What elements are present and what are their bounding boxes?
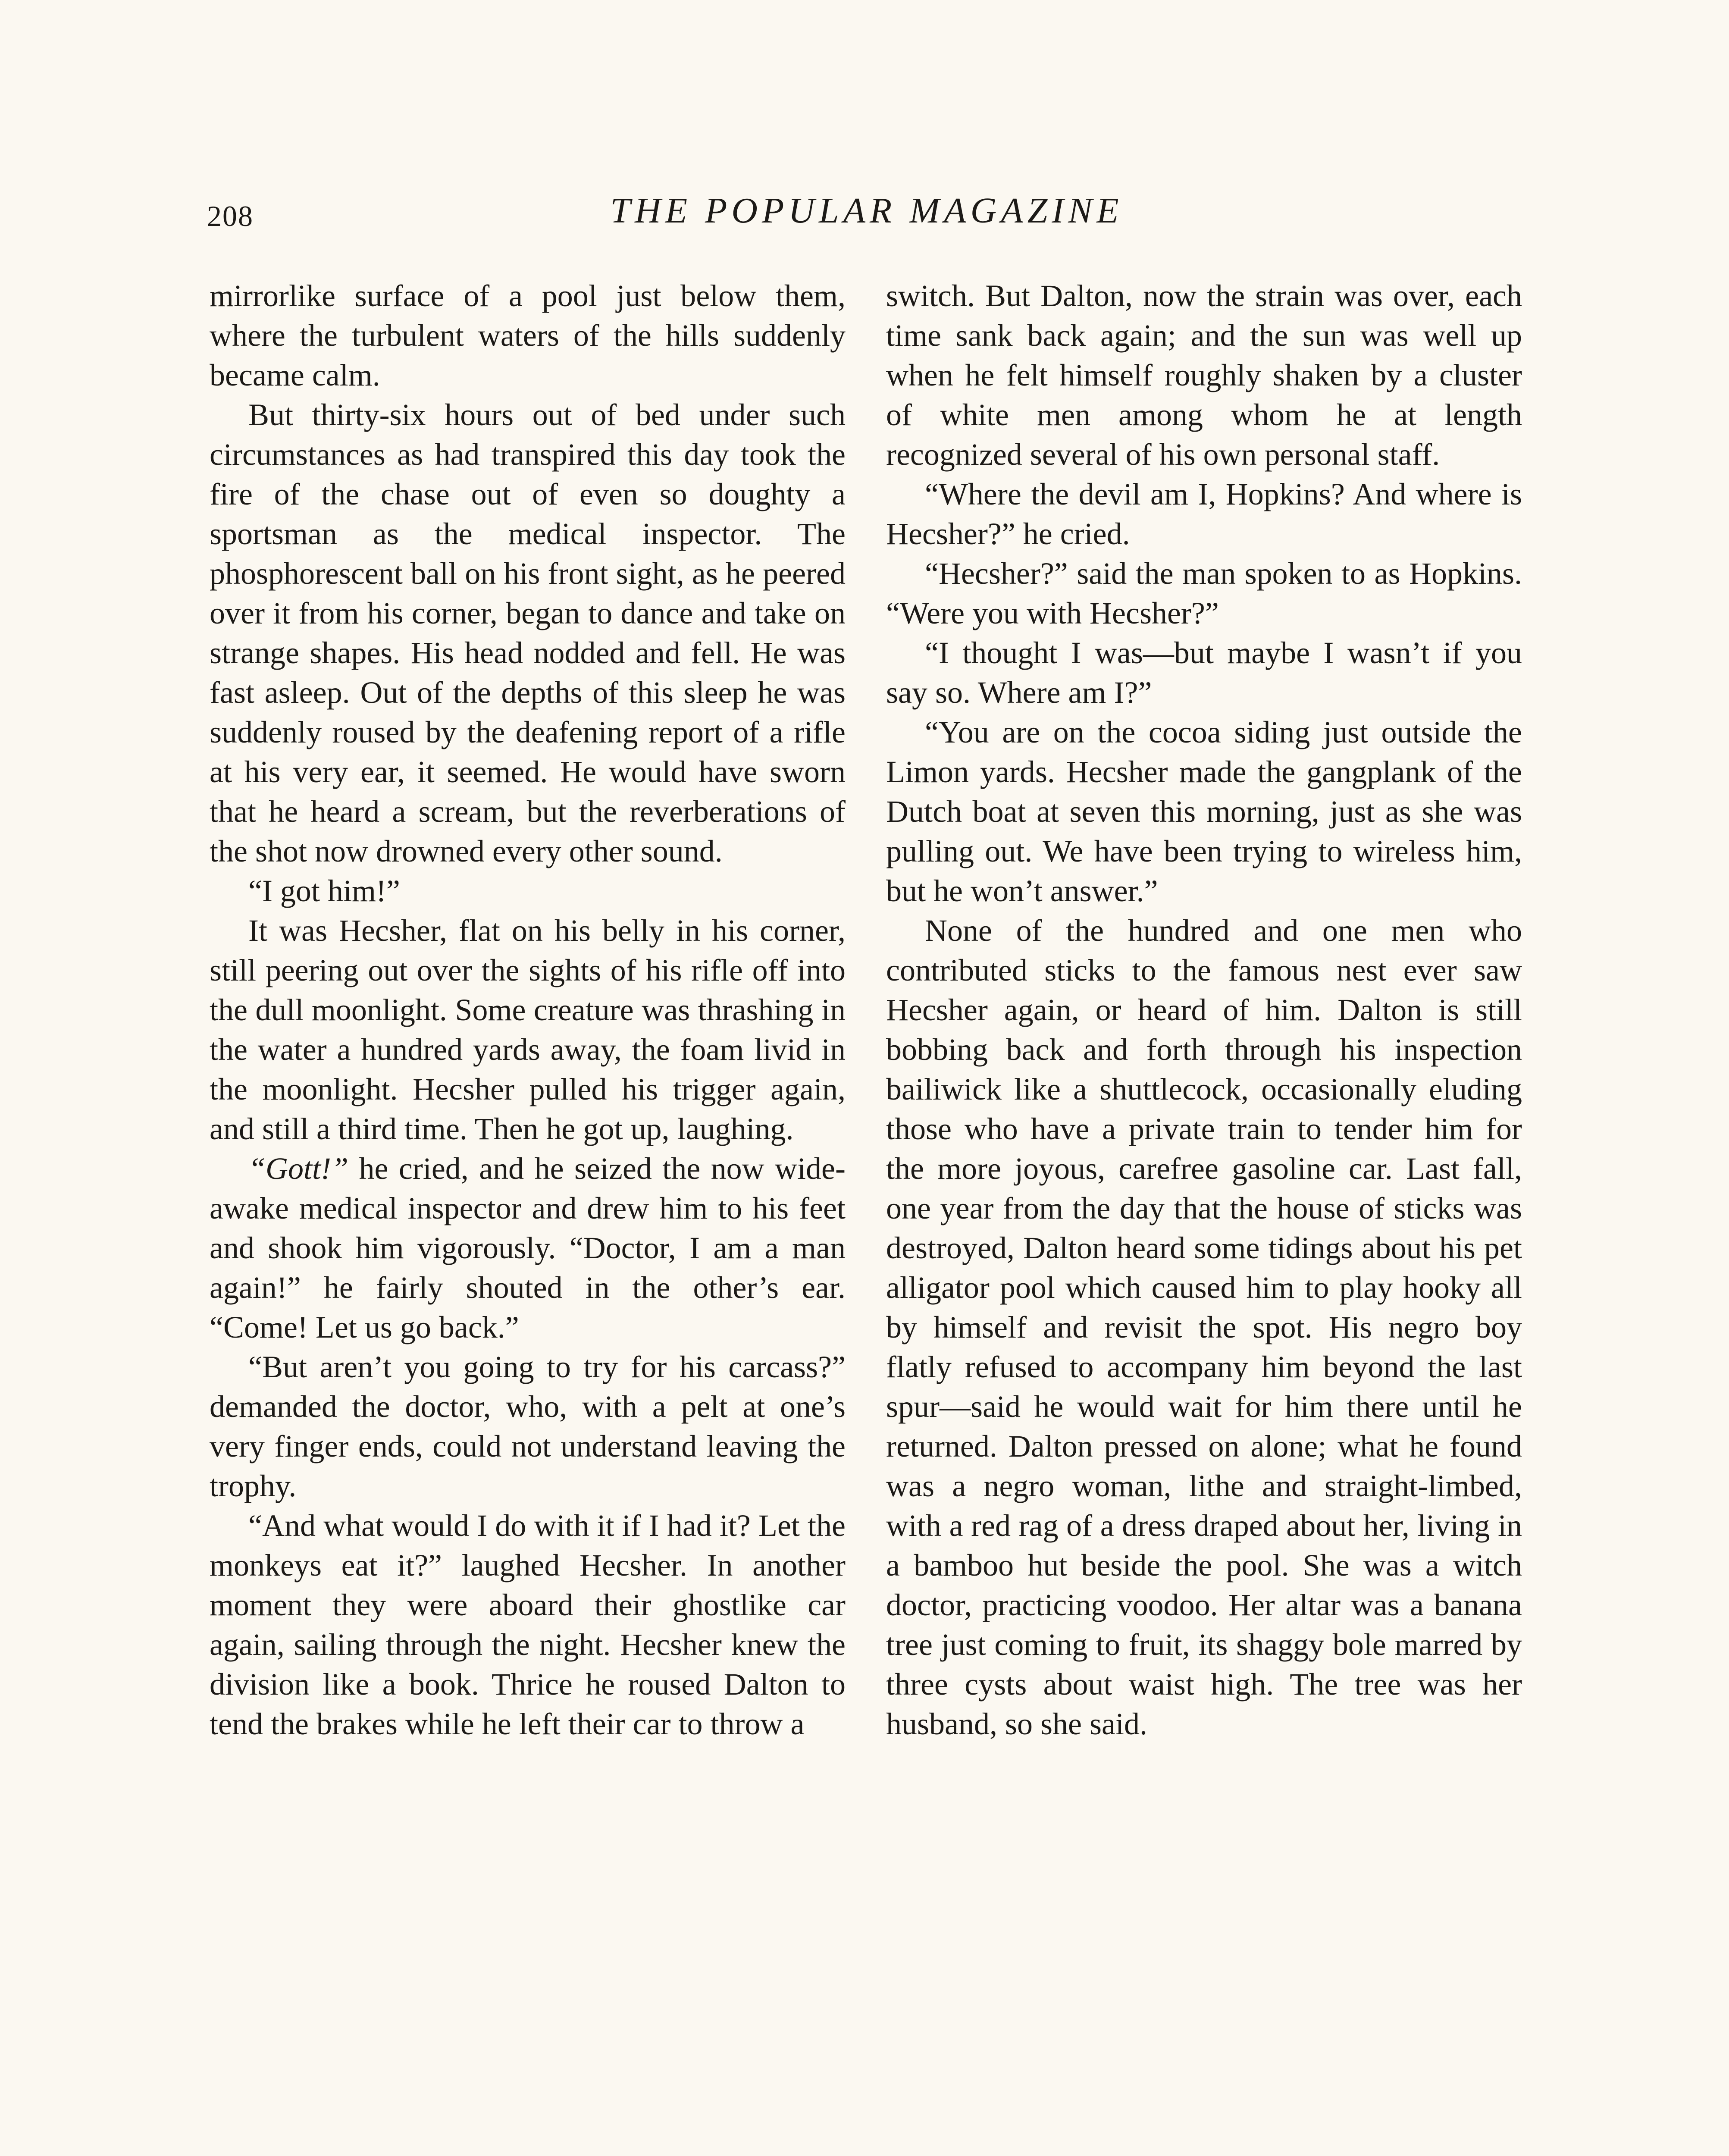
text-column-left <box>210 276 846 1744</box>
paragraph: “Hecsher?” said the man spoken to as Hopkins. “Were you with Hecsher?” <box>886 556 1522 630</box>
paragraph: switch. But Dalton, now the strain was over, each time sank back again; and the sun was well up when he felt himself roughly shaken by a cluster of white men among whom he at length recognized several of his own personal staff. <box>886 279 1522 472</box>
paragraph: “I got him!” <box>248 874 400 908</box>
paragraph <box>210 1149 846 1347</box>
paragraph: But thirty-six hours out of bed under such circumstances as had transpired this day took the fire of the chase out of even so doughty a sportsman as the medical inspector. The phosphorescent ball on his front sight, as he peered over it from his corner, began to dance and take on strange shapes. His head nodded and fell. He was fast asleep. Out of the depths of this sleep he was suddenly roused by the deafening report of a rifle at his very ear, it seemed. He would have sworn that he heard a scream, but the reverberations of the shot now drowned every other sound. <box>210 398 846 868</box>
paragraph: “But aren’t you going to try for his carcass?” demanded the doctor, who, with a pelt at one’s very finger ends, could not understand leaving the trophy. <box>210 1350 846 1503</box>
paragraph: mirrorlike surface of a pool just below them, where the turbulent waters of the hills suddenly became calm. <box>210 279 846 392</box>
paragraph-continuation: he cried, and he seized the now wide-awake medical inspector and drew him to his feet and shook him vigorously. “Doctor, I am a man again!” he fairly shouted in the other’s ear. “Come! Let us go back.” <box>210 1151 846 1344</box>
paragraph: None of the hundred and one men who contributed sticks to the famous nest ever saw Hecsher again, or heard of him. Dalton is still bobbing back and forth through his inspection bailiwick like a shuttlecock, occasionally eluding those who have a private train to tender him for the more joyous, carefree gasoline car. Last fall, one year from the day that the house of sticks was destroyed, Dalton heard some tidings about his pet alligator pool which caused him to play hooky all by himself and revisit the spot. His negro boy flatly refused to accompany him beyond the last spur—said he would wait for him there until he returned. Dalton pressed on alone; what he found was a negro woman, lithe and straight-limbed, with a red rag of a dress draped about her, living in a bamboo hut beside the pool. She was a witch doctor, practicing voodoo. Her altar was a banana tree just coming to fruit, its shaggy bole marred by three cysts about waist high. The tree was her husband, so she said. <box>886 913 1522 1741</box>
page-header <box>207 190 1526 250</box>
paragraph: “And what would I do with it if I had it? Let the monkeys eat it?” laughed Hecsher. In another moment they were aboard their ghostlike car again, sailing through the night. Hecsher knew the division like a book. Thrice he roused Dalton to tend the brakes while he left their car to throw a <box>210 1508 846 1741</box>
paragraph: It was Hecsher, flat on his belly in his corner, still peering out over the sights of his rifle off into the dull moonlight. Some creature was thrashing in the water a hundred yards away, the foam livid in the moonlight. Hecsher pulled his trigger again, and still a third time. Then he got up, laughing. <box>210 913 846 1146</box>
running-title: THE POPULAR MAGAZINE <box>610 191 1123 231</box>
italic-exclamation: “Gott!” <box>248 1151 349 1186</box>
paragraph: “You are on the cocoa siding just outside the Limon yards. Hecsher made the gangplank of the Dutch boat at seven this morning, just as she was pulling out. We have been trying to wireless him, but he won’t answer.” <box>886 715 1522 908</box>
text-column-right <box>886 276 1522 1744</box>
paragraph: “Where the devil am I, Hopkins? And where is Hecsher?” he cried. <box>886 477 1522 551</box>
page-number: 208 <box>207 200 254 232</box>
paragraph: “I thought I was—but maybe I wasn’t if you say so. Where am I?” <box>886 636 1522 710</box>
